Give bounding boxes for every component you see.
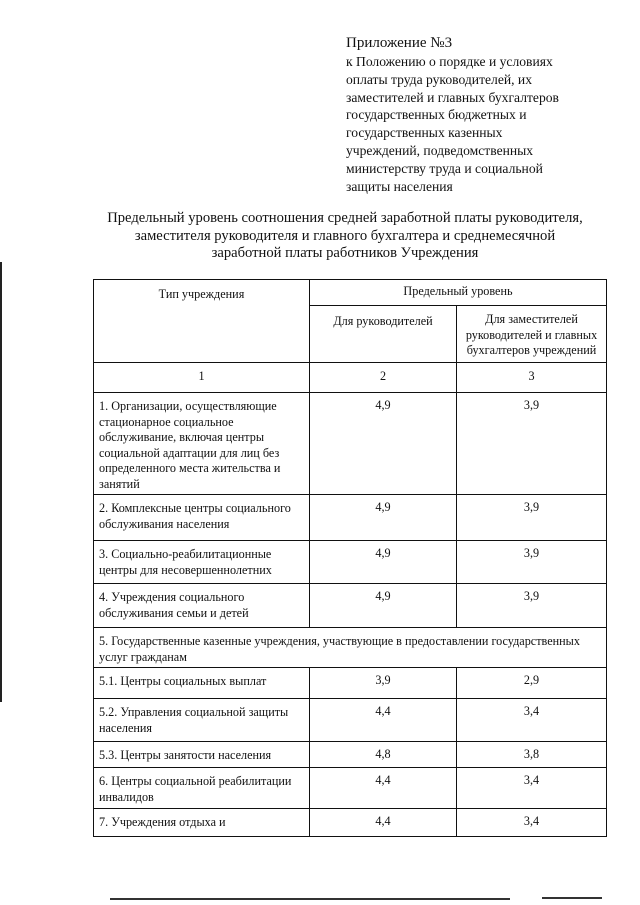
manager-value: 4,8 [310, 742, 457, 768]
manager-value: 3,9 [310, 668, 457, 699]
header-deputies: Для заместителей руководителей и главных бухгалтеров учреждений [457, 306, 607, 363]
row-name: 4. Учреждения социального обслуживания семьи и детей [94, 584, 310, 628]
appendix-line: государственных казенных [346, 125, 503, 141]
manager-value: 4,4 [310, 809, 457, 837]
appendix-line: оплаты труда руководителей, их [346, 71, 533, 87]
deputy-value: 3,9 [457, 541, 607, 584]
row-name: 6. Центры социальной реабилитации инвалидов [94, 768, 310, 809]
header-type: Тип учреждения [94, 280, 310, 363]
page-bottom-rule [110, 898, 510, 900]
section-5-heading: 5. Государственные казенные учреждения, участвующие в предоставлении государственных услуг гражданам [94, 628, 607, 668]
appendix-line: защиты населения [346, 178, 453, 194]
row-name: 1. Организации, осуществляющие стационарное социальное обслуживание, включая центры социальной адаптации для лиц без определенного места жительства и занятий [94, 393, 310, 495]
manager-value: 4,9 [310, 393, 457, 495]
heading-line: заработной платы работников Учреждения [211, 245, 479, 261]
manager-value: 4,9 [310, 541, 457, 584]
row-name: 5.1. Центры социальных выплат [94, 668, 310, 699]
deputy-value: 3,9 [457, 495, 607, 541]
deputy-value: 2,9 [457, 668, 607, 699]
heading-line: Предельный уровень соотношения средней заработной платы руководителя, [107, 210, 583, 226]
row-name: 7. Учреждения отдыха и [94, 809, 310, 837]
header-limit: Предельный уровень [310, 280, 607, 306]
column-number: 3 [457, 363, 607, 393]
page-bottom-mark [542, 897, 602, 899]
column-number: 2 [310, 363, 457, 393]
manager-value: 4,4 [310, 768, 457, 809]
row-name: 3. Социально-реабилитационные центры для несовершеннолетних [94, 541, 310, 584]
row-name: 2. Комплексные центры социального обслуживания населения [94, 495, 310, 541]
deputy-value: 3,9 [457, 584, 607, 628]
appendix-title: Приложение №3 [346, 35, 453, 51]
column-number: 1 [94, 363, 310, 393]
header-managers: Для руководителей [310, 306, 457, 363]
row-name: 5.2. Управления социальной защиты населения [94, 699, 310, 742]
appendix-line: учреждений, подведомственных [346, 142, 534, 158]
appendix-line: к Положению о порядке и условиях [346, 54, 553, 69]
appendix-block [346, 34, 626, 195]
document-heading [90, 210, 600, 263]
deputy-value: 3,4 [457, 809, 607, 837]
appendix-line: министерству труда и социальной [346, 160, 543, 176]
appendix-line: государственных бюджетных и [346, 107, 527, 123]
deputy-value: 3,4 [457, 768, 607, 809]
salary-ratio-table [93, 279, 607, 837]
appendix-line: заместителей и главных бухгалтеров [346, 89, 559, 105]
heading-line: заместителя руководителя и главного бухгалтера и среднемесячной [134, 227, 556, 244]
deputy-value: 3,4 [457, 699, 607, 742]
scan-edge-mark [0, 262, 2, 702]
manager-value: 4,9 [310, 495, 457, 541]
deputy-value: 3,8 [457, 742, 607, 768]
row-name: 5.3. Центры занятости населения [94, 742, 310, 768]
deputy-value: 3,9 [457, 393, 607, 495]
manager-value: 4,9 [310, 584, 457, 628]
manager-value: 4,4 [310, 699, 457, 742]
